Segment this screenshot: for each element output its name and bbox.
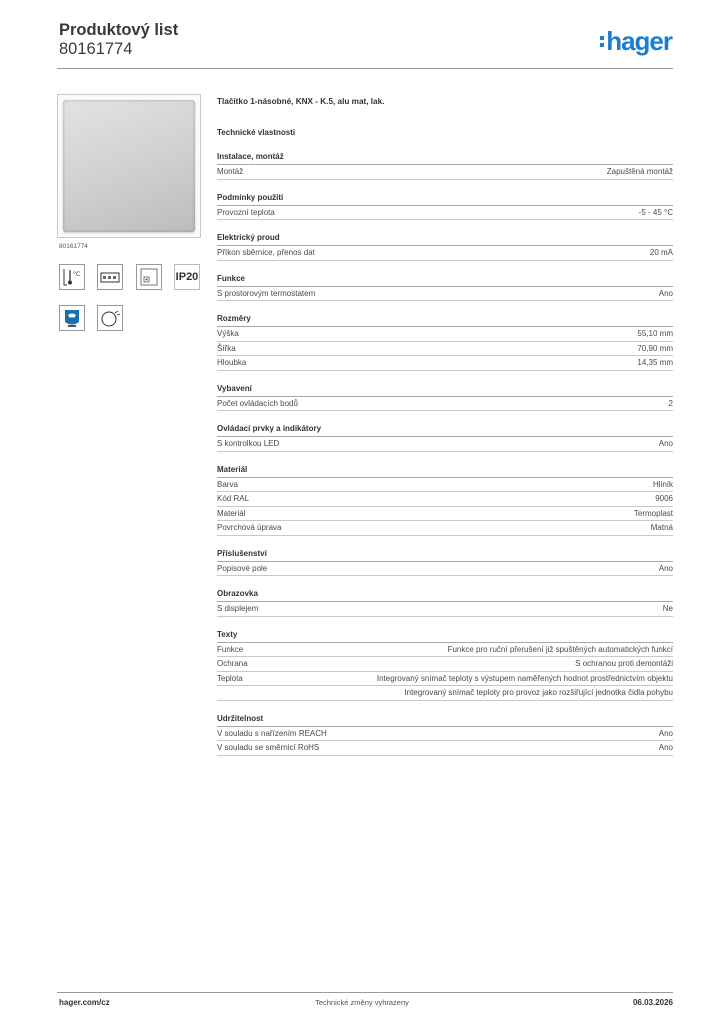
spec-row [217,246,673,261]
header-divider [57,68,673,69]
spec-row [217,727,673,742]
section-title: Instalace, montáž [217,152,673,165]
spec-row [217,287,673,302]
spec-row [217,741,673,756]
spec-section [217,424,673,452]
spec-section [217,630,673,701]
spec-value: Termoplast [633,508,673,518]
product-number: 80161774 [59,40,133,58]
spec-row [217,507,673,522]
spec-sections [217,152,673,756]
spec-value: 70,90 mm [637,343,673,353]
spec-section [217,314,673,371]
spec-label: S prostorovým termostatem [217,288,316,298]
spec-value: Ano [658,288,673,298]
spec-value: Integrovaný snímač teploty s výstupem naměřených hodnot prostřednictvím objektu [376,673,673,683]
surface-mount-icon [97,264,123,290]
spec-label: Počet ovládacích bodů [217,398,298,408]
spec-row [217,342,673,357]
spec-row [217,521,673,536]
spec-row [217,562,673,577]
section-title: Elektrický proud [217,233,673,246]
section-title: Vybavení [217,384,673,397]
spec-section [217,465,673,536]
product-image [57,94,201,238]
spec-label: Popisové pole [217,563,268,573]
temperature-range-icon [59,264,85,290]
spec-label: S displejem [217,604,259,613]
spec-label: V souladu se směrnicí RoHS [217,743,320,752]
spec-label: Barva [217,479,238,489]
knx-logo-icon [59,305,85,331]
spec-section [217,384,673,412]
spec-value: S ochranou proti demontáži [575,659,673,668]
spec-label: Výška [217,329,239,338]
spec-row [217,356,673,371]
ip-rating-icon: IP20 [174,264,200,290]
section-title: Funkce [217,274,673,287]
product-name: Tlačítko 1-násobné, KNX - K.5, alu mat, lak. [217,97,385,106]
spec-value: Ano [658,563,673,573]
svg-text:°C: °C [73,271,81,278]
section-title: Příslušenství [217,549,673,562]
push-button-plate [63,100,195,232]
spec-label: Povrchová úprava [217,523,282,532]
spec-value: Funkce pro ruční přerušení již spuštěných automatických funkcí [447,644,673,654]
spec-value: Ano [658,743,673,752]
section-title: Udržitelnost [217,714,673,727]
page-title: Produktový list [59,21,179,39]
spec-label: Hloubka [217,358,247,367]
spec-section [217,193,673,221]
spec-value: Hliník [652,479,673,489]
spec-value: Matná [650,523,673,532]
spec-value: Ano [658,728,673,738]
spec-label: Šířka [217,343,236,353]
spec-section [217,274,673,302]
spec-row [217,657,673,672]
spec-value: 55,10 mm [637,329,673,338]
spec-value: 9006 [655,494,673,503]
spec-value: Zapuštěná montáž [606,167,673,176]
spec-label: V souladu s nařízením REACH [217,728,327,738]
spec-label: Teplota [217,673,243,683]
spec-value: 2 [668,398,673,408]
spec-row [217,672,673,687]
spec-label: Příkon sběrnice, přenos dat [217,248,315,257]
hager-logo [600,28,672,54]
spec-label: S kontrolkou LED [217,439,280,448]
image-caption: 80161774 [59,243,88,250]
specification-area [217,96,673,769]
spec-section [217,152,673,180]
footer-website: hager.com/cz [59,998,110,1007]
spec-value: 14,35 mm [637,358,673,367]
spec-section [217,714,673,756]
logo-dots-icon [600,36,604,47]
spec-section [217,589,673,617]
spec-label: Kód RAL [217,494,250,503]
spec-value: Ano [658,439,673,448]
spec-row [217,686,673,701]
section-title: Texty [217,630,673,643]
spec-label: Materiál [217,508,246,518]
spec-section [217,233,673,261]
spec-section [217,549,673,577]
logo-text: hager [606,26,672,56]
spec-value: Integrovaný snímač teploty pro provoz jako rozšiřující jednotka čidla pohybu [404,688,673,697]
spec-row [217,165,673,180]
spec-label: Provozní teplota [217,207,275,217]
spec-row [217,397,673,412]
section-title: Obrazovka [217,589,673,602]
footer-divider [57,992,673,993]
spec-row [217,602,673,617]
spec-row [217,206,673,221]
spec-value: -5 - 45 °C [638,207,673,217]
spec-value: Ne [662,604,673,613]
spec-row [217,478,673,493]
knx-module-icon [136,264,162,290]
section-title: Podmínky použití [217,193,673,206]
spec-row [217,437,673,452]
section-title: Ovládací prvky a indikátory [217,424,673,437]
section-title: Materiál [217,465,673,478]
footer-date: 06.03.2026 [632,998,673,1007]
spec-label: Montáž [217,167,244,176]
spec-label: Funkce [217,644,244,654]
rotation-icon [97,305,123,331]
spec-row [217,492,673,507]
section-title: Rozměry [217,314,673,327]
footer-note: Technické změny vyhrazeny [315,998,409,1007]
spec-row [217,327,673,342]
spec-value: 20 mA [649,248,673,257]
spec-label: Ochrana [217,659,248,668]
technical-properties-heading: Technické vlastnosti [217,128,296,137]
spec-row [217,643,673,658]
